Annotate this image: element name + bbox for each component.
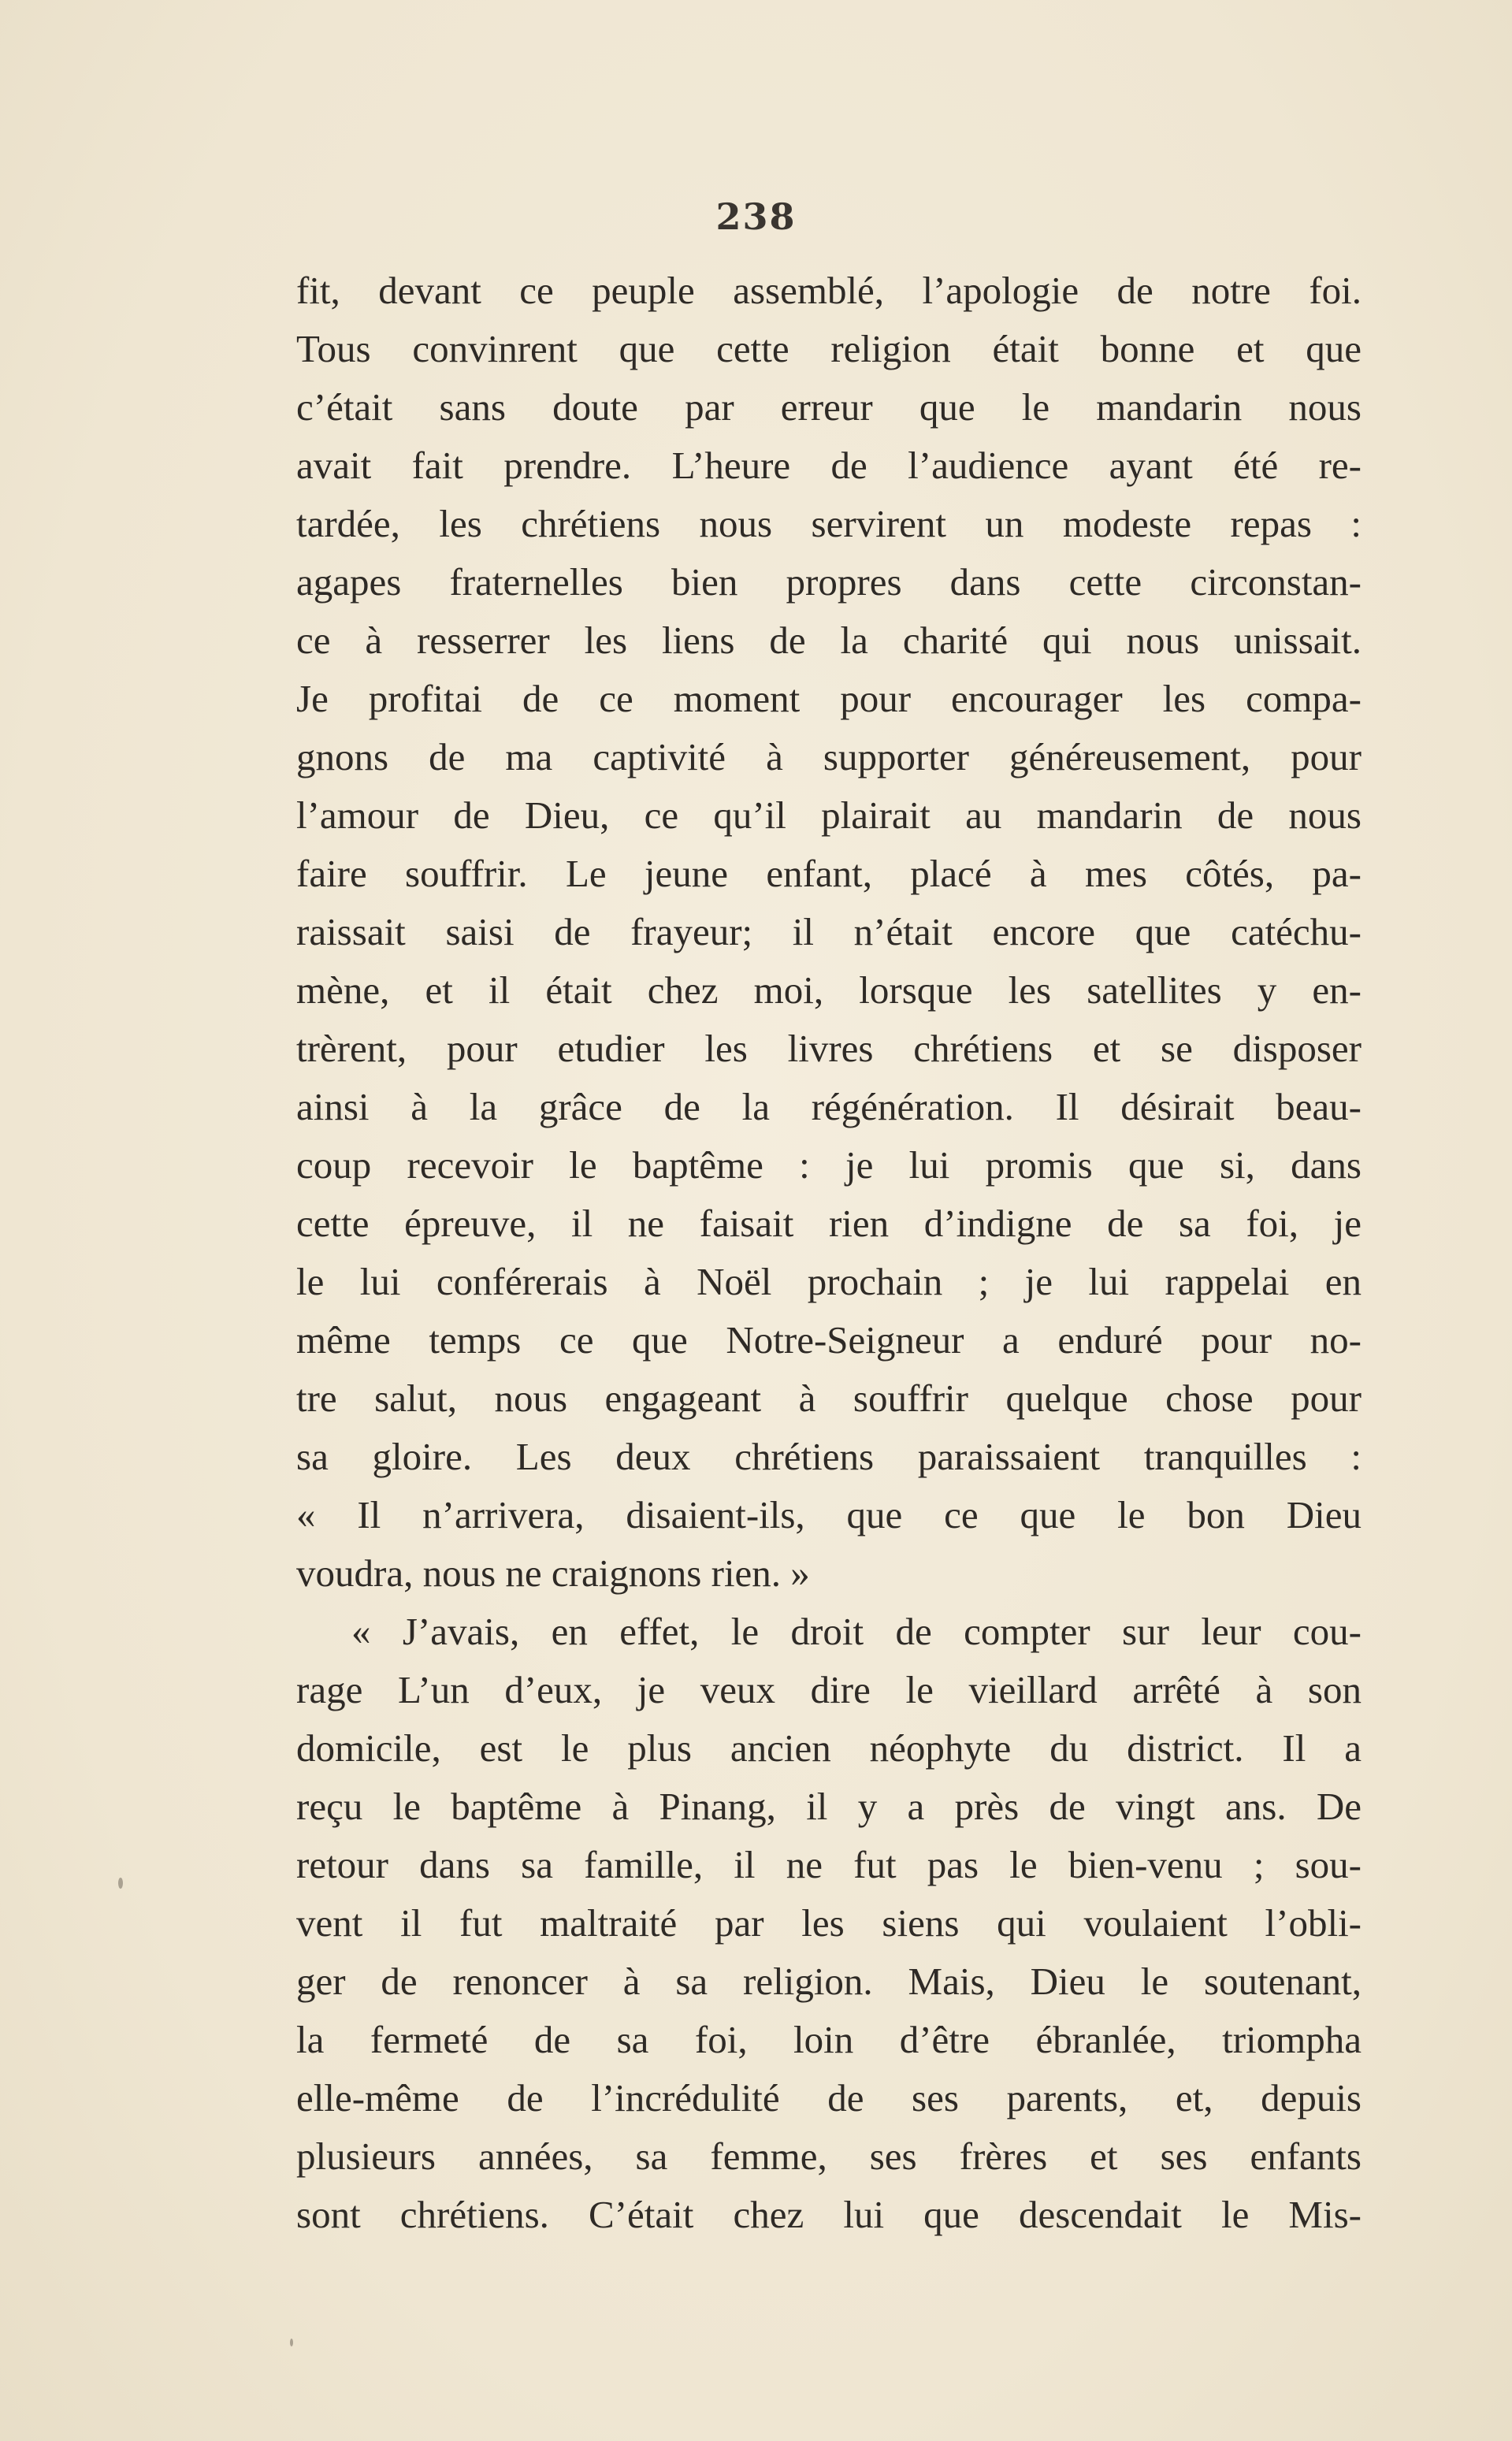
text-line: cette épreuve, il ne faisait rien d’indigne de sa foi, je — [296, 1202, 1362, 1245]
text-line: fit, devant ce peuple assemblé, l’apologie de notre foi. — [296, 269, 1362, 312]
text-line: avait fait prendre. L’heure de l’audience ayant été re- — [296, 444, 1362, 487]
text-line: plusieurs années, sa femme, ses frères et ses enfants — [296, 2134, 1362, 2178]
text-line: la fermeté de sa foi, loin d’être ébranlée, triompha — [296, 2018, 1362, 2061]
text-line: elle-même de l’incrédulité de ses parents, et, depuis — [296, 2076, 1362, 2120]
text-line: « Il n’arrivera, disaient-ils, que ce que le bon Dieu — [296, 1493, 1362, 1536]
text-line: Je profitai de ce moment pour encourager les compa- — [296, 677, 1362, 720]
text-line: tardée, les chrétiens nous servirent un modeste repas : — [296, 502, 1362, 545]
text-line: ger de renoncer à sa religion. Mais, Dieu le soutenant, — [296, 1960, 1362, 2003]
text-line: domicile, est le plus ancien néophyte du district. Il a — [296, 1726, 1362, 1770]
text-line: reçu le baptême à Pinang, il y a près de vingt ans. De — [296, 1785, 1362, 1828]
text-line: ce à resserrer les liens de la charité qui nous unissait. — [296, 619, 1362, 662]
text-line: tre salut, nous engageant à souffrir quelque chose pour — [296, 1377, 1362, 1420]
text-line: c’était sans doute par erreur que le mandarin nous — [296, 385, 1362, 429]
text-line: raissait saisi de frayeur; il n’était encore que catéchu- — [296, 910, 1362, 953]
text-line: voudra, nous ne craignons rien. » — [296, 1551, 810, 1595]
text-line: l’amour de Dieu, ce qu’il plairait au mandarin de nous — [296, 793, 1362, 837]
text-line: faire souffrir. Le jeune enfant, placé à mes côtés, pa- — [296, 852, 1362, 895]
text-line: Tous convinrent que cette religion était bonne et que — [296, 327, 1362, 370]
text-line: coup recevoir le baptême : je lui promis que si, dans — [296, 1143, 1362, 1187]
text-line: « J’avais, en effet, le droit de compter sur leur cou- — [351, 1610, 1362, 1653]
text-line: même temps ce que Notre-Seigneur a enduré pour no- — [296, 1318, 1362, 1362]
text-line: ainsi à la grâce de la régénération. Il désirait beau- — [296, 1085, 1362, 1128]
page-number: 238 — [715, 195, 797, 238]
paper-speck — [118, 1878, 123, 1889]
text-line: gnons de ma captivité à supporter généreusement, pour — [296, 735, 1362, 778]
body-text — [296, 262, 1362, 2244]
text-line: le lui conférerais à Noël prochain ; je lui rappelai en — [296, 1260, 1362, 1303]
text-line: retour dans sa famille, il ne fut pas le bien-venu ; sou- — [296, 1843, 1362, 1886]
text-line: vent il fut maltraité par les siens qui voulaient l’obli- — [296, 1901, 1362, 1945]
text-line: mène, et il était chez moi, lorsque les satellites y en- — [296, 968, 1362, 1012]
paper-speck — [290, 2339, 293, 2346]
text-line: sont chrétiens. C’était chez lui que descendait le Mis- — [296, 2193, 1362, 2236]
text-line: rage L’un d’eux, je veux dire le vieillard arrêté à son — [296, 1668, 1362, 1711]
text-line: trèrent, pour etudier les livres chrétiens et se disposer — [296, 1027, 1362, 1070]
text-line: agapes fraternelles bien propres dans cette circonstan- — [296, 560, 1362, 604]
text-line: sa gloire. Les deux chrétiens paraissaient tranquilles : — [296, 1435, 1362, 1478]
